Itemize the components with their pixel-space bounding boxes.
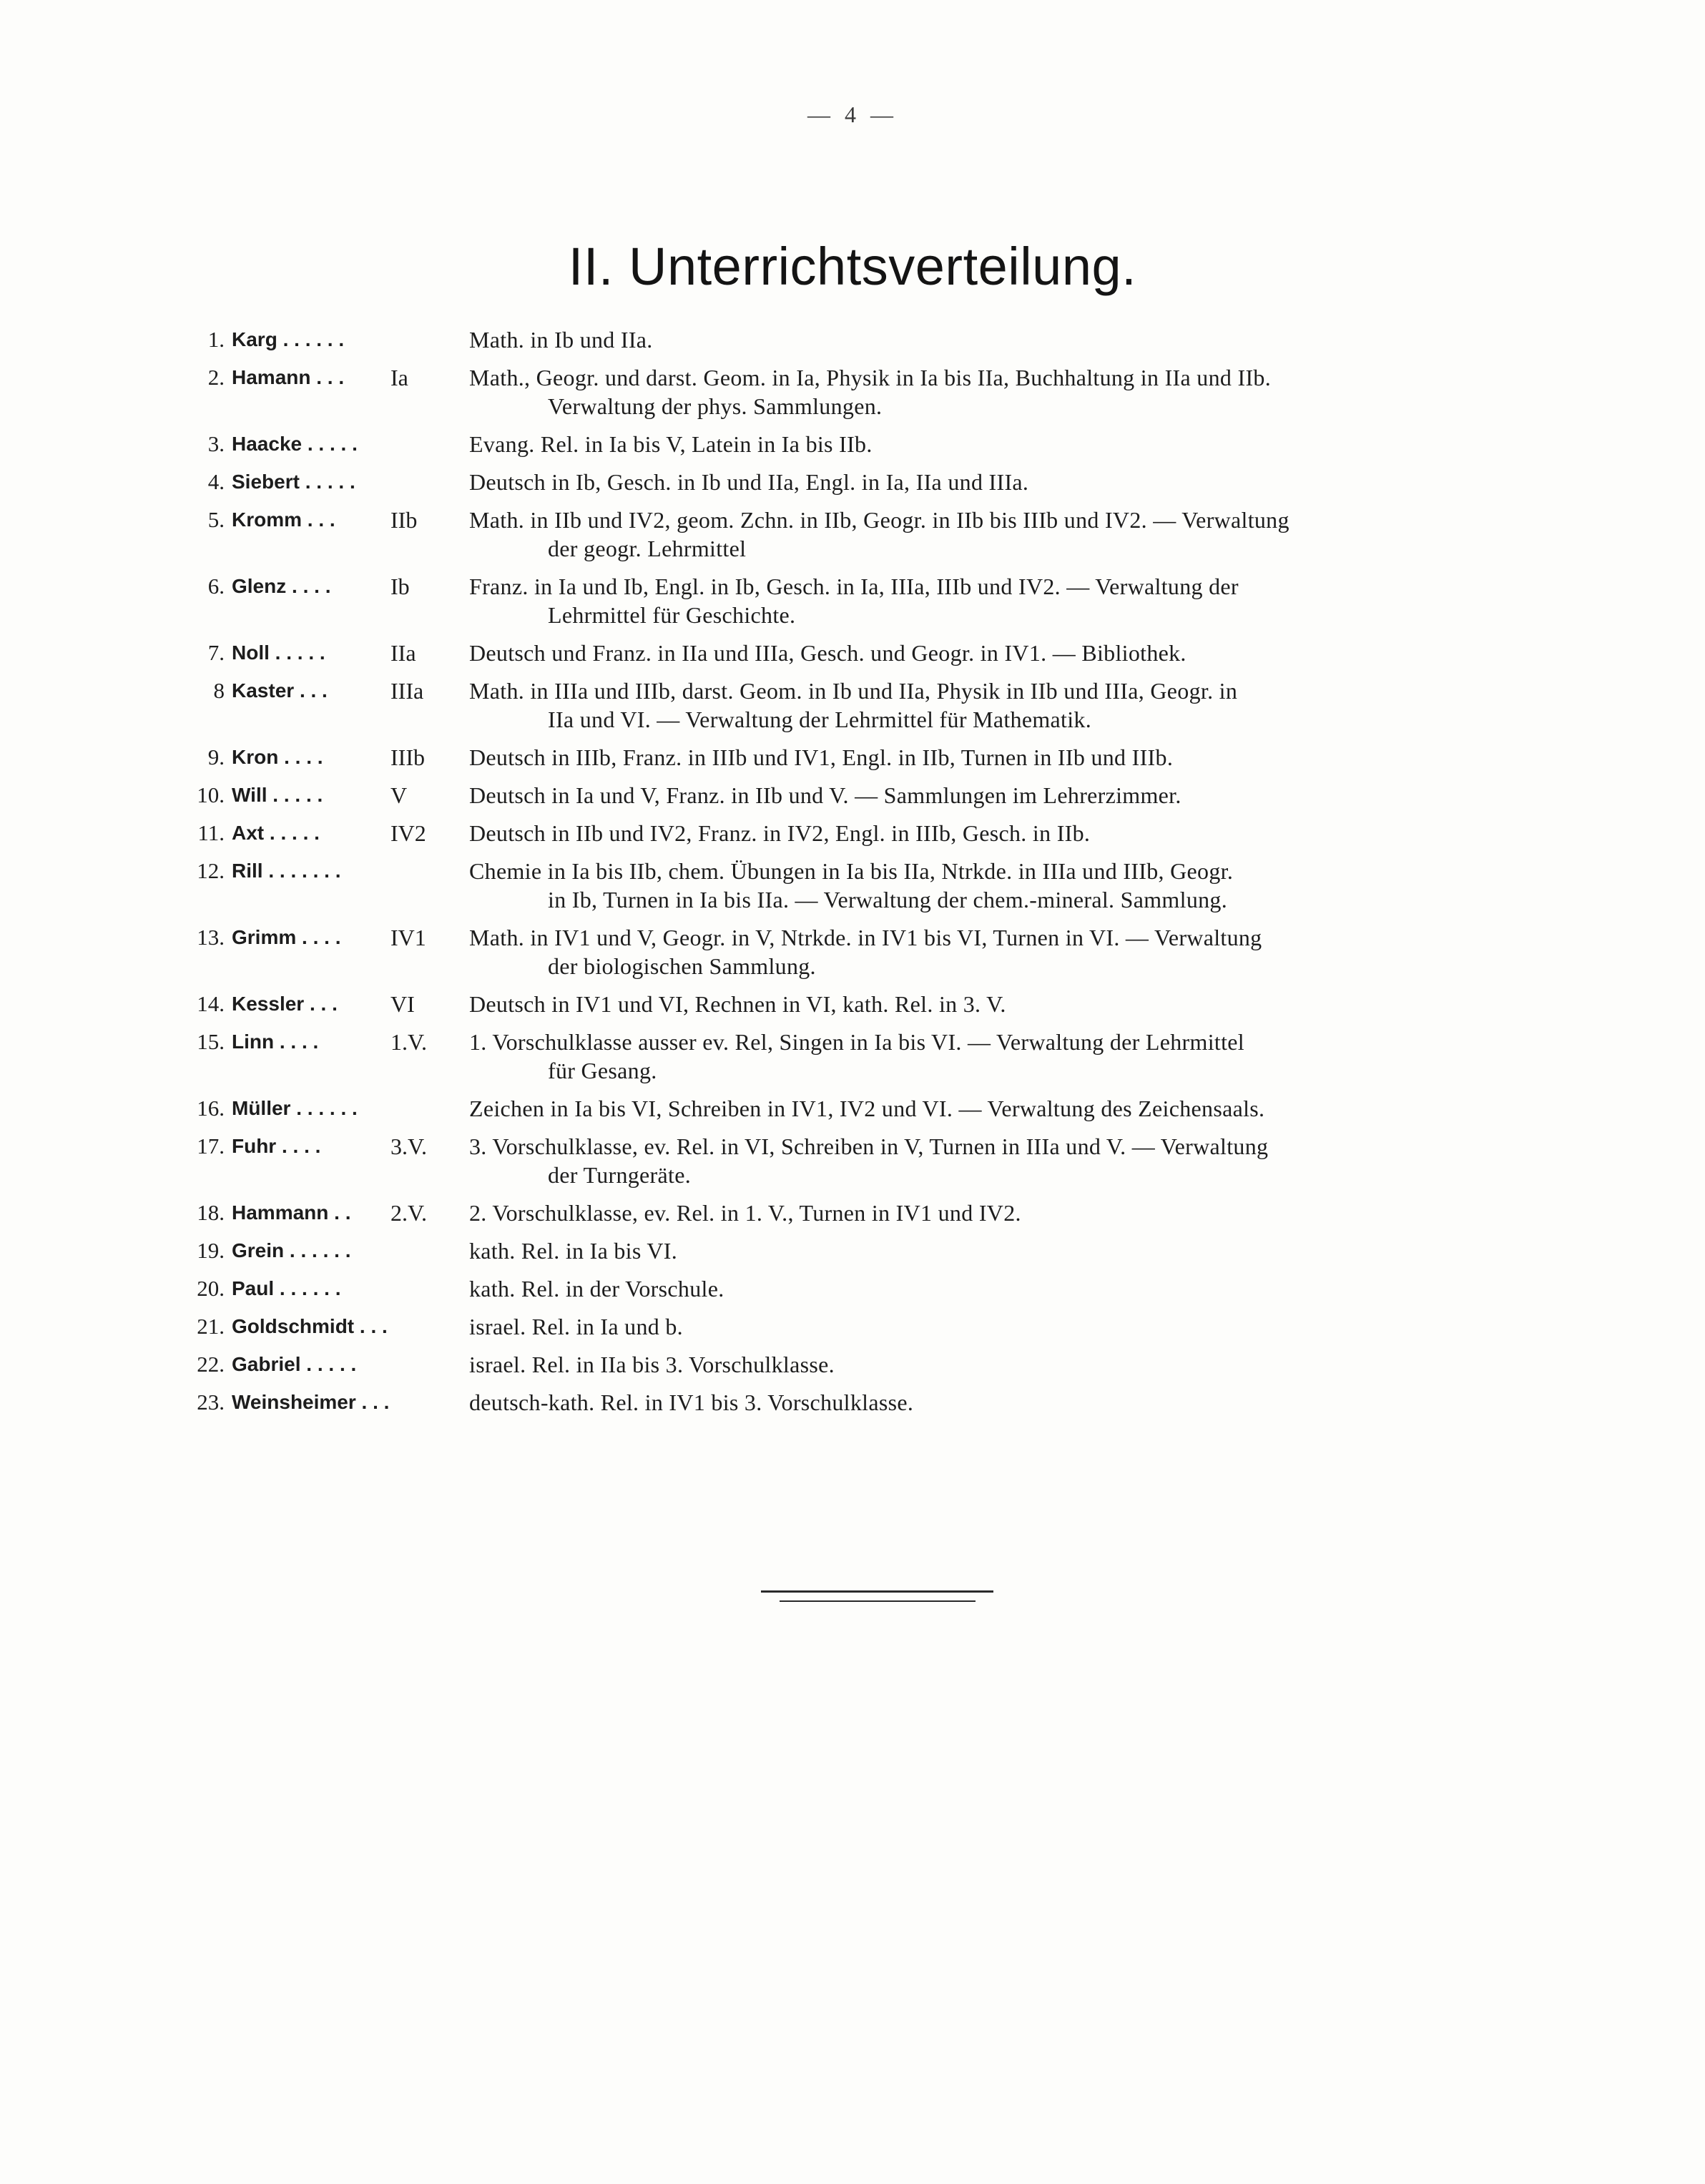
teacher-name: Linn . . . .	[232, 1030, 319, 1053]
teacher-name: Fuhr . . . .	[232, 1135, 321, 1157]
row-number: 18.	[197, 1200, 225, 1225]
teacher-name: Siebert . . . . .	[232, 471, 355, 493]
teacher-name: Grein . . . . . .	[232, 1239, 351, 1261]
subject-line: IIa und VI. — Verwaltung der Lehrmittel für Mathematik.	[548, 707, 1091, 732]
subject-assignment	[469, 506, 1582, 563]
subject-assignment	[469, 819, 1582, 847]
subject-line: Chemie in Ia bis IIb, chem. Übungen in Ia bis IIa, Ntrkde. in IIIa und IIIb, Geogr.	[469, 858, 1234, 884]
subject-line: Math. in IIIa und IIIb, darst. Geom. in Ib und IIa, Physik in IIb und IIIa, Geogr. in	[469, 678, 1238, 704]
page-number: — 4 —	[807, 102, 898, 127]
teaching-distribution-list	[166, 325, 1582, 1426]
class-teacher-of: 3.V.	[390, 1133, 427, 1159]
subject-line: Math. in IIb und IV2, geom. Zchn. in IIb, Geogr. in IIb bis IIIb und IV2. — Verwaltung	[469, 507, 1289, 533]
teacher-name: Kessler . . .	[232, 993, 338, 1015]
class-teacher-of: IIIa	[390, 678, 424, 704]
row-number: 19.	[197, 1238, 225, 1263]
subject-assignment	[469, 1132, 1582, 1189]
teacher-name: Rill . . . . . . .	[232, 860, 341, 882]
subject-line: kath. Rel. in der Vorschule.	[469, 1276, 724, 1302]
teacher-name: Haacke . . . . .	[232, 433, 358, 455]
subject-assignment	[469, 857, 1582, 914]
subject-line: Verwaltung der phys. Sammlungen.	[548, 393, 883, 419]
subject-assignment	[469, 990, 1582, 1018]
subject-assignment	[469, 639, 1582, 667]
teacher-name: Grimm . . . .	[232, 926, 341, 948]
row-number: 16.	[197, 1096, 225, 1121]
subject-assignment	[469, 325, 1582, 354]
subject-line: kath. Rel. in Ia bis VI.	[469, 1238, 678, 1264]
subject-line: deutsch-kath. Rel. in IV1 bis 3. Vorschulklasse.	[469, 1389, 914, 1415]
teacher-name: Karg . . . . . .	[232, 328, 345, 350]
class-teacher-of: IV2	[390, 820, 426, 846]
row-number: 9.	[207, 744, 225, 769]
teacher-row	[166, 1028, 1582, 1085]
teacher-row	[166, 325, 1582, 354]
subject-assignment	[469, 923, 1582, 980]
page-title: II. Unterrichtsverteilung.	[568, 237, 1137, 296]
teacher-row	[166, 1199, 1582, 1227]
subject-line: Zeichen in Ia bis VI, Schreiben in IV1, IV2 und VI. — Verwaltung des Zeichensaals.	[469, 1096, 1265, 1121]
teacher-row	[166, 468, 1582, 496]
subject-line: Math., Geogr. und darst. Geom. in Ia, Physik in Ia bis IIa, Buchhaltung in IIa und IIb.	[469, 365, 1272, 390]
subject-assignment	[469, 363, 1582, 420]
subject-assignment	[469, 468, 1582, 496]
subject-assignment	[469, 1028, 1582, 1085]
subject-line: Deutsch in IV1 und VI, Rechnen in VI, kath. Rel. in 3. V.	[469, 991, 1006, 1017]
subject-assignment	[469, 1350, 1582, 1379]
subject-assignment	[469, 743, 1582, 772]
class-teacher-of: IV1	[390, 925, 426, 950]
teacher-row	[166, 363, 1582, 420]
teacher-name: Gabriel . . . . .	[232, 1353, 357, 1375]
subject-line: israel. Rel. in Ia und b.	[469, 1314, 683, 1339]
row-number: 11.	[197, 820, 225, 845]
subject-line: 2. Vorschulklasse, ev. Rel. in 1. V., Turnen in IV1 und IV2.	[469, 1200, 1021, 1226]
row-number: 21.	[197, 1314, 225, 1339]
teacher-name: Kron . . . .	[232, 746, 323, 768]
teacher-row	[166, 506, 1582, 563]
subject-line: in Ib, Turnen in Ia bis IIa. — Verwaltung der chem.-mineral. Sammlung.	[548, 887, 1228, 913]
teacher-row	[166, 1312, 1582, 1341]
subject-assignment	[469, 1236, 1582, 1265]
subject-line: 3. Vorschulklasse, ev. Rel. in VI, Schreiben in V, Turnen in IIIa und V. — Verwaltung	[469, 1133, 1269, 1159]
subject-line: israel. Rel. in IIa bis 3. Vorschulklasse.	[469, 1352, 835, 1377]
subject-line: für Gesang.	[548, 1058, 657, 1083]
subject-line: Deutsch in Ib, Gesch. in Ib und IIa, Engl. in Ia, IIa und IIIa.	[469, 469, 1029, 495]
subject-assignment	[469, 677, 1582, 734]
teacher-name: Goldschmidt . . .	[232, 1315, 388, 1337]
class-teacher-of: Ib	[390, 574, 410, 599]
class-teacher-of: IIIb	[390, 744, 425, 770]
class-teacher-of: V	[390, 782, 408, 808]
teacher-name: Paul . . . . . .	[232, 1277, 341, 1299]
teacher-row	[166, 990, 1582, 1018]
row-number: 10.	[197, 782, 225, 807]
teacher-row	[166, 1388, 1582, 1417]
class-teacher-of: 1.V.	[390, 1029, 427, 1055]
teacher-name: Hamann . . .	[232, 366, 345, 388]
row-number: 13.	[197, 925, 225, 950]
teacher-row	[166, 1274, 1582, 1303]
subject-line: Deutsch und Franz. in IIa und IIIa, Gesch. und Geogr. in IV1. — Bibliothek.	[469, 640, 1186, 666]
class-teacher-of: IIa	[390, 640, 416, 666]
row-number: 17.	[197, 1133, 225, 1159]
teacher-row	[166, 819, 1582, 847]
end-rule	[761, 1590, 993, 1593]
row-number: 2.	[207, 365, 225, 390]
row-number: 7.	[207, 640, 225, 665]
teacher-name: Kromm . . .	[232, 508, 335, 531]
subject-line: Evang. Rel. in Ia bis V, Latein in Ia bis IIb.	[469, 431, 873, 457]
teacher-row	[166, 430, 1582, 458]
teacher-name: Weinsheimer . . .	[232, 1391, 390, 1413]
teacher-name: Müller . . . . . .	[232, 1097, 358, 1119]
teacher-name: Hammann . .	[232, 1201, 351, 1224]
row-number: 23.	[197, 1389, 225, 1415]
subject-assignment	[469, 1094, 1582, 1123]
teacher-row	[166, 781, 1582, 810]
teacher-row	[166, 923, 1582, 980]
row-number: 4.	[207, 469, 225, 494]
subject-line: der Turngeräte.	[548, 1162, 692, 1188]
row-number: 20.	[197, 1276, 225, 1301]
subject-line: 1. Vorschulklasse ausser ev. Rel, Singen in Ia bis VI. — Verwaltung der Lehrmittel	[469, 1029, 1244, 1055]
subject-assignment	[469, 781, 1582, 810]
row-number: 8	[213, 678, 225, 703]
teacher-row	[166, 1350, 1582, 1379]
subject-assignment	[469, 1312, 1582, 1341]
subject-line: Deutsch in IIIb, Franz. in IIIb und IV1, Engl. in IIb, Turnen in IIb und IIIb.	[469, 744, 1174, 770]
class-teacher-of: IIb	[390, 507, 418, 533]
end-rule-secondary	[780, 1600, 976, 1602]
subject-line: Deutsch in IIb und IV2, Franz. in IV2, Engl. in IIIb, Gesch. in IIb.	[469, 820, 1091, 846]
subject-line: der biologischen Sammlung.	[548, 953, 816, 979]
class-teacher-of: VI	[390, 991, 415, 1017]
teacher-row	[166, 1132, 1582, 1189]
row-number: 15.	[197, 1029, 225, 1054]
teacher-row	[166, 572, 1582, 629]
teacher-row	[166, 743, 1582, 772]
row-number: 12.	[197, 858, 225, 883]
subject-assignment	[469, 430, 1582, 458]
teacher-name: Kaster . . .	[232, 679, 328, 702]
subject-assignment	[469, 572, 1582, 629]
teacher-row	[166, 857, 1582, 914]
teacher-row	[166, 1236, 1582, 1265]
row-number: 3.	[207, 431, 225, 456]
row-number: 14.	[197, 991, 225, 1016]
teacher-row	[166, 1094, 1582, 1123]
subject-assignment	[469, 1274, 1582, 1303]
subject-assignment	[469, 1199, 1582, 1227]
row-number: 22.	[197, 1352, 225, 1377]
subject-line: Math. in IV1 und V, Geogr. in V, Ntrkde. in IV1 bis VI, Turnen in VI. — Verwaltung	[469, 925, 1262, 950]
teacher-row	[166, 639, 1582, 667]
teacher-name: Glenz . . . .	[232, 575, 331, 597]
class-teacher-of: Ia	[390, 365, 408, 390]
subject-line: der geogr. Lehrmittel	[548, 536, 747, 561]
teacher-name: Axt . . . . .	[232, 822, 320, 844]
subject-line: Deutsch in Ia und V, Franz. in IIb und V. — Sammlungen im Lehrerzimmer.	[469, 782, 1181, 808]
subject-line: Lehrmittel für Geschichte.	[548, 602, 796, 628]
teacher-name: Noll . . . . .	[232, 641, 325, 664]
teacher-name: Will . . . . .	[232, 784, 323, 806]
subject-assignment	[469, 1388, 1582, 1417]
teacher-row	[166, 677, 1582, 734]
row-number: 5.	[207, 507, 225, 532]
subject-line: Math. in Ib und IIa.	[469, 327, 653, 353]
row-number: 1.	[207, 327, 225, 352]
class-teacher-of: 2.V.	[390, 1200, 427, 1226]
subject-line: Franz. in Ia und Ib, Engl. in Ib, Gesch. in Ia, IIIa, IIIb und IV2. — Verwaltung der	[469, 574, 1239, 599]
row-number: 6.	[207, 574, 225, 599]
